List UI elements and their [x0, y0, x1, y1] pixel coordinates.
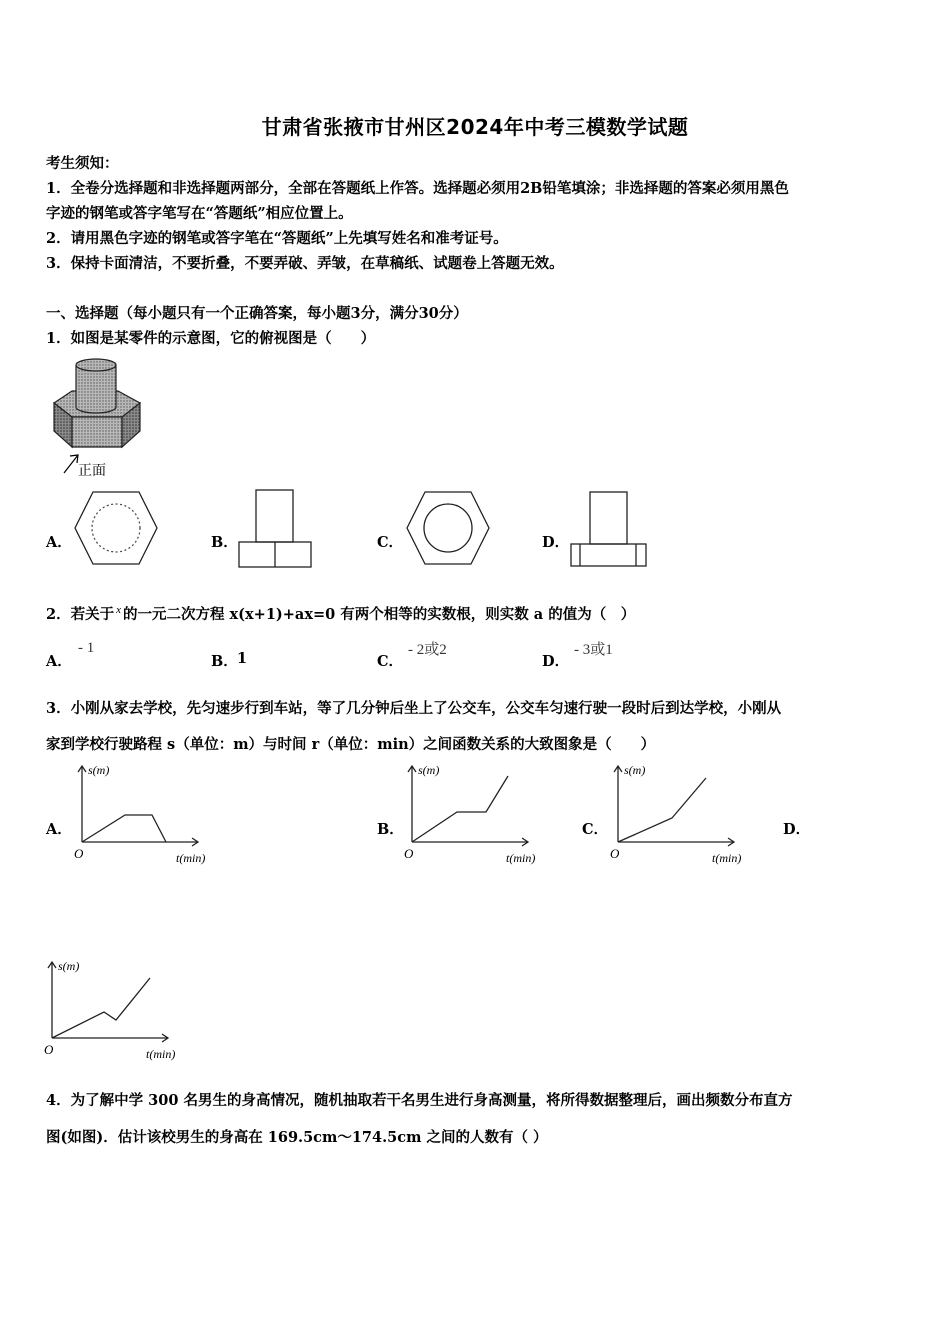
q3-graph-b	[400, 760, 555, 868]
q3-graph-a-y-label: s(m)	[88, 763, 110, 777]
q1-option-a-figure	[68, 488, 163, 568]
q3-graph-c-y-label: s(m)	[624, 763, 646, 777]
notice-item-2: 2．请用黑色字迹的钢笔或答字笔在“答题纸”上先填写姓名和准考证号。	[46, 230, 508, 247]
q3-stem-line1: 3．小刚从家去学校，先匀速步行到车站，等了几分钟后坐上了公交车，公交车匀速行驶一段时后到达学校，小刚从	[46, 700, 782, 717]
q1-option-a-label[interactable]: A．	[46, 534, 72, 551]
q2-option-a-value: - 1	[78, 640, 95, 656]
q3-graph-d-x-label: t(min)	[146, 1047, 176, 1061]
q2-option-b-label[interactable]: B．	[211, 653, 238, 670]
q2-option-b-value: 1	[237, 650, 248, 667]
q3-graph-b-y-label: s(m)	[418, 763, 440, 777]
q3-graph-b-origin: O	[404, 846, 414, 861]
q2-option-c-value: - 2或2	[408, 642, 447, 658]
q1-option-c-label[interactable]: C．	[377, 534, 404, 551]
q2-option-d-value: - 3或1	[574, 642, 613, 658]
q3-option-c-label[interactable]: C．	[582, 821, 609, 838]
q2-stem-prefix: 2．若关于	[46, 606, 115, 623]
q1-option-d-label[interactable]: D．	[542, 534, 570, 551]
q2-stem-suffix: 的一元二次方程 x(x+1)+ax=0 有两个相等的实数根，则实数 a 的值为（ ）	[122, 606, 636, 623]
notice-heading: 考生须知：	[46, 155, 119, 172]
q3-option-b-label[interactable]: B．	[377, 821, 404, 838]
q3-graph-a-x-label: t(min)	[176, 851, 206, 865]
q3-graph-d	[40, 956, 195, 1064]
q3-graph-d-origin: O	[44, 1042, 54, 1057]
q3-option-d-label[interactable]: D．	[783, 821, 811, 838]
q3-graph-b-x-label: t(min)	[506, 851, 536, 865]
q3-graph-c-origin: O	[610, 846, 620, 861]
q2-option-c-label[interactable]: C．	[377, 653, 404, 670]
q2-option-a-label[interactable]: A．	[46, 653, 72, 670]
front-arrow-icon	[64, 455, 78, 473]
q4-stem-line2: 图(如图)．估计该校男生的身高在 169.5cm～174.5cm 之间的人数有（ ）	[46, 1129, 548, 1146]
q1-stem: 1．如图是某零件的示意图，它的俯视图是（ ）	[46, 330, 376, 347]
q3-graph-a	[70, 760, 225, 868]
q3-graph-d-y-label: s(m)	[58, 959, 80, 973]
notice-item-1-cont: 字迹的钢笔或答字笔写在“答题纸”相应位置上。	[46, 205, 353, 222]
section-heading: 一、选择题（每小题只有一个正确答案，每小题3分，满分30分）	[46, 305, 468, 322]
q3-graph-c-x-label: t(min)	[712, 851, 742, 865]
page-title: 甘肃省张掖市甘州区2024年中考三模数学试题	[261, 115, 689, 139]
q3-stem-line2: 家到学校行驶路程 s（单位：m）与时间 r（单位：min）之间函数关系的大致图象是（ ）	[46, 736, 656, 753]
q1-front-label: 正面	[78, 463, 106, 479]
q3-graph-c	[606, 760, 761, 868]
q4-stem-line1: 4．为了解中学 300 名男生的身高情况，随机抽取若干名男生进行身高测量，将所得数据整理后，画出频数分布直方	[46, 1092, 793, 1109]
q2-variable: x	[116, 604, 121, 616]
notice-item-1: 1．全卷分选择题和非选择题两部分，全部在答题纸上作答。选择题必须用2B铅笔填涂；非选择题的答案必须用黑色	[46, 180, 789, 197]
notice-item-3: 3．保持卡面清洁，不要折叠，不要弄破、弄皱，在草稿纸、试题卷上答题无效。	[46, 255, 564, 272]
q1-option-b-figure	[236, 487, 316, 571]
q3-option-a-label[interactable]: A．	[46, 821, 72, 838]
q1-option-b-label[interactable]: B．	[211, 534, 238, 551]
q1-option-d-figure	[566, 488, 651, 572]
q2-option-d-label[interactable]: D．	[542, 653, 570, 670]
q1-option-c-figure	[400, 488, 495, 568]
q3-graph-a-origin: O	[74, 846, 84, 861]
q2-stem	[46, 603, 635, 624]
